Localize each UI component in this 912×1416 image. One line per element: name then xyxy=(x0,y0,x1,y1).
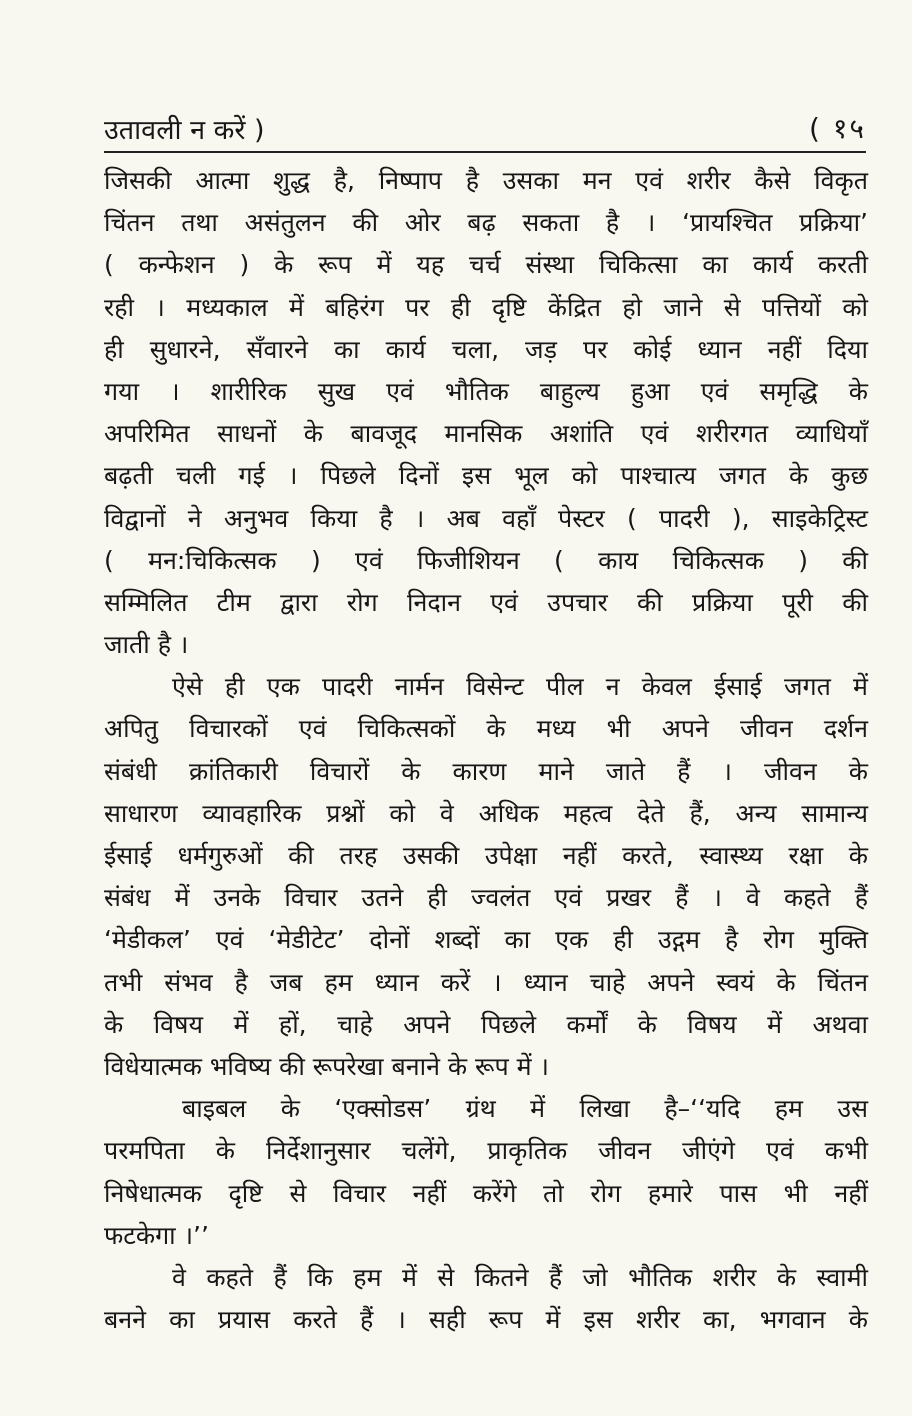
text-line: संबंध में उनके विचार उतने ही ज्वलंत एवं प्रखर हैं । वे कहते हैं xyxy=(104,883,868,913)
text-line: फटकेगा ।’’ xyxy=(104,1220,209,1250)
running-title: उतावली न करें ) xyxy=(104,115,265,146)
text-line: जाती है । xyxy=(104,630,189,660)
text-line: बनने का प्रयास करते हैं । सही रूप में इस शरीर का, भगवान के xyxy=(104,1305,868,1335)
paragraph-start-line: ऐसे ही एक पादरी नार्मन विसेन्ट पील न केवल ईसाई जगत में xyxy=(172,672,868,702)
text-line: अपितु विचारकों एवं चिकित्सकों के मध्य भी अपने जीवन दर्शन xyxy=(104,714,868,744)
paragraph-start-line: वे कहते हैं कि हम में से कितने हैं जो भौतिक शरीर के स्वामी xyxy=(172,1262,868,1292)
page-number: ( १५ xyxy=(809,112,866,145)
text-line: साधारण व्यावहारिक प्रश्नों को वे अधिक महत्व देते हैं, अन्य सामान्य xyxy=(104,798,868,828)
text-line: गया । शारीरिक सुख एवं भौतिक बाहुल्य हुआ एवं समृद्धि के xyxy=(104,376,868,406)
text-line: चिंतन तथा असंतुलन की ओर बढ़ सकता है । ‘प्रायश्चित प्रक्रिया’ xyxy=(104,208,868,238)
text-line: तभी संभव है जब हम ध्यान करें । ध्यान चाहे अपने स्वयं के चिंतन xyxy=(104,967,868,997)
text-line: निषेधात्मक दृष्टि से विचार नहीं करेंगे तो रोग हमारे पास भी नहीं xyxy=(104,1178,868,1208)
text-line: के विषय में हों, चाहे अपने पिछले कर्मों के विषय में अथवा xyxy=(104,1009,868,1039)
text-line: विद्वानों ने अनुभव किया है । अब वहाँ पेस्टर ( पादरी ), साइकेट्रिस्ट xyxy=(104,503,868,533)
page-header xyxy=(104,112,866,154)
text-line: सम्मिलित टीम द्वारा रोग निदान एवं उपचार की प्रक्रिया पूरी की xyxy=(104,587,868,617)
text-line: ( मन:चिकित्सक ) एवं फिजीशियन ( काय चिकित्सक ) की xyxy=(104,545,868,575)
header-rule xyxy=(104,151,866,153)
text-line: परमपिता के निर्देशानुसार चलेंगे, प्राकृतिक जीवन जीएंगे एवं कभी xyxy=(104,1136,868,1166)
text-line: जिसकी आत्मा शुद्ध है, निष्पाप है उसका मन एवं शरीर कैसे विकृत xyxy=(104,166,868,195)
text-line: ईसाई धर्मगुरुओं की तरह उसकी उपेक्षा नहीं करते, स्वास्थ्य रक्षा के xyxy=(104,841,868,870)
text-line: ( कन्फेशन ) के रूप में यह चर्च संस्था चिकित्सा का कार्य करती xyxy=(104,250,868,280)
paragraph-start-line: बाइबल के ‘एक्सोडस’ ग्रंथ में लिखा है–‘‘यदि हम उस xyxy=(182,1094,868,1124)
text-line: विधेयात्मक भविष्य की रूपरेखा बनाने के रूप में । xyxy=(104,1051,550,1081)
text-line: ‘मेडीकल’ एवं ‘मेडीटेट’ दोनों शब्दों का एक ही उद्गम है रोग मुक्ति xyxy=(104,925,868,955)
body-text xyxy=(104,160,868,1341)
text-line: रही । मध्यकाल में बहिरंग पर ही दृष्टि केंद्रित हो जाने से पत्तियों को xyxy=(104,292,868,322)
text-line: संबंधी क्रांतिकारी विचारों के कारण माने जाते हैं । जीवन के xyxy=(104,756,868,786)
text-line: ही सुधारने, सँवारने का कार्य चला, जड़ पर कोई ध्यान नहीं दिया xyxy=(104,334,868,364)
text-line: अपरिमित साधनों के बावजूद मानसिक अशांति एवं शरीरगत व्याधियाँ xyxy=(104,419,868,449)
text-line: बढ़ती चली गई । पिछले दिनों इस भूल को पाश्चात्य जगत के कुछ xyxy=(104,461,868,491)
